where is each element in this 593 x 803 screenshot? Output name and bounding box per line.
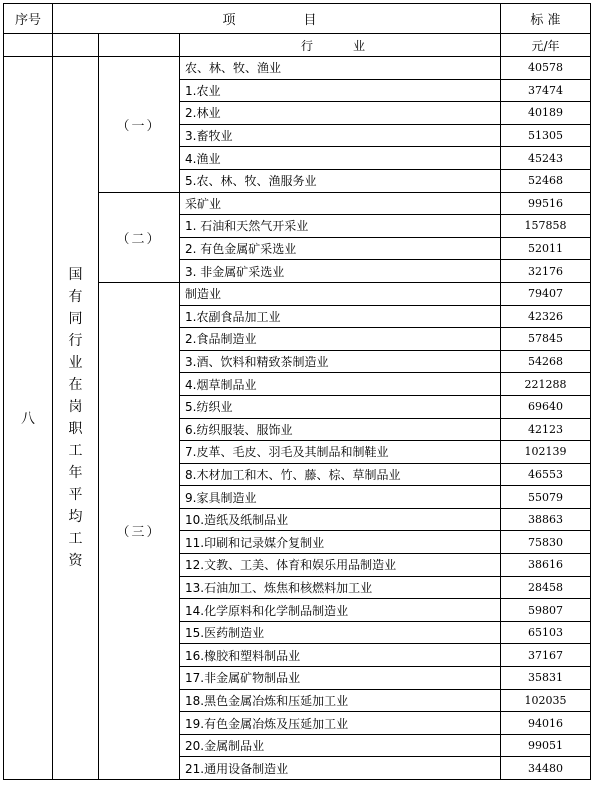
industry-name: 制造业 xyxy=(180,282,501,305)
industry-name: 10.造纸及纸制品业 xyxy=(180,508,501,531)
industry-header: 行 业 xyxy=(180,34,501,57)
industry-name: 4.烟草制品业 xyxy=(180,373,501,396)
wage-value: 37167 xyxy=(501,644,591,667)
industry-name: 20.金属制品业 xyxy=(180,734,501,757)
wage-value: 40189 xyxy=(501,102,591,125)
industry-name: 21.通用设备制造业 xyxy=(180,757,501,780)
category-title: 国有同行业在岗职工年平均工资 xyxy=(68,267,83,569)
wage-value: 69640 xyxy=(501,395,591,418)
industry-name: 19.有色金属冶炼及压延加工业 xyxy=(180,712,501,735)
industry-name: 农、林、牧、渔业 xyxy=(180,57,501,80)
wage-value: 102139 xyxy=(501,441,591,464)
wage-value: 52011 xyxy=(501,237,591,260)
industry-name: 6.纺织服装、服饰业 xyxy=(180,418,501,441)
wage-value: 94016 xyxy=(501,712,591,735)
table-body xyxy=(4,4,591,780)
wage-value: 28458 xyxy=(501,576,591,599)
wage-value: 57845 xyxy=(501,328,591,351)
industry-name: 采矿业 xyxy=(180,192,501,215)
industry-name: 11.印刷和记录媒介复制业 xyxy=(180,531,501,554)
industry-name: 3.畜牧业 xyxy=(180,124,501,147)
wage-value: 157858 xyxy=(501,215,591,238)
industry-name: 3.酒、饮料和精致茶制造业 xyxy=(180,350,501,373)
industry-name: 8.木材加工和木、竹、藤、棕、草制品业 xyxy=(180,463,501,486)
industry-name: 9.家具制造业 xyxy=(180,486,501,509)
wage-value: 102035 xyxy=(501,689,591,712)
wage-value: 42326 xyxy=(501,305,591,328)
industry-name: 2. 有色金属矿采选业 xyxy=(180,237,501,260)
wage-value: 34480 xyxy=(501,757,591,780)
item-header: 项 目 xyxy=(53,4,501,34)
industry-name: 5.农、林、牧、渔服务业 xyxy=(180,169,501,192)
industry-name: 3. 非金属矿采选业 xyxy=(180,260,501,283)
category-title-cell xyxy=(53,57,99,780)
wage-value: 52468 xyxy=(501,169,591,192)
wage-value: 54268 xyxy=(501,350,591,373)
industry-name: 12.文教、工美、体育和娱乐用品制造业 xyxy=(180,554,501,577)
wage-value: 46553 xyxy=(501,463,591,486)
wage-value: 40578 xyxy=(501,57,591,80)
wage-standard-table xyxy=(3,3,591,780)
wage-value: 65103 xyxy=(501,621,591,644)
wage-value: 79407 xyxy=(501,282,591,305)
category-seq-cell: 八 xyxy=(4,57,53,780)
table-row xyxy=(4,57,591,80)
wage-value: 38616 xyxy=(501,554,591,577)
wage-value: 42123 xyxy=(501,418,591,441)
wage-value: 99051 xyxy=(501,734,591,757)
subheader-empty-3 xyxy=(99,34,180,57)
group-label: （三） xyxy=(99,282,180,779)
subheader-row xyxy=(4,34,591,57)
industry-name: 1.农副食品加工业 xyxy=(180,305,501,328)
industry-name: 4.渔业 xyxy=(180,147,501,170)
industry-name: 14.化学原料和化学制品制造业 xyxy=(180,599,501,622)
group-label: （二） xyxy=(99,192,180,282)
wage-value: 59807 xyxy=(501,599,591,622)
wage-value: 75830 xyxy=(501,531,591,554)
industry-name: 5.纺织业 xyxy=(180,395,501,418)
industry-name: 17.非金属矿物制品业 xyxy=(180,667,501,690)
industry-name: 16.橡胶和塑料制品业 xyxy=(180,644,501,667)
wage-value: 32176 xyxy=(501,260,591,283)
subheader-empty-1 xyxy=(4,34,53,57)
wage-value: 221288 xyxy=(501,373,591,396)
seq-header: 序号 xyxy=(4,4,53,34)
wage-value: 55079 xyxy=(501,486,591,509)
subheader-empty-2 xyxy=(53,34,99,57)
industry-name: 1. 石油和天然气开采业 xyxy=(180,215,501,238)
industry-name: 2.林业 xyxy=(180,102,501,125)
wage-value: 35831 xyxy=(501,667,591,690)
industry-name: 2.食品制造业 xyxy=(180,328,501,351)
wage-value: 37474 xyxy=(501,79,591,102)
wage-value: 51305 xyxy=(501,124,591,147)
industry-name: 13.石油加工、炼焦和核燃料加工业 xyxy=(180,576,501,599)
wage-value: 45243 xyxy=(501,147,591,170)
wage-value: 99516 xyxy=(501,192,591,215)
industry-name: 15.医药制造业 xyxy=(180,621,501,644)
header-row xyxy=(4,4,591,34)
standard-header: 标 准 xyxy=(501,4,591,34)
industry-name: 1.农业 xyxy=(180,79,501,102)
wage-value: 38863 xyxy=(501,508,591,531)
group-label: （一） xyxy=(99,57,180,193)
unit-header: 元/年 xyxy=(501,34,591,57)
industry-name: 18.黑色金属冶炼和压延加工业 xyxy=(180,689,501,712)
industry-name: 7.皮革、毛皮、羽毛及其制品和制鞋业 xyxy=(180,441,501,464)
